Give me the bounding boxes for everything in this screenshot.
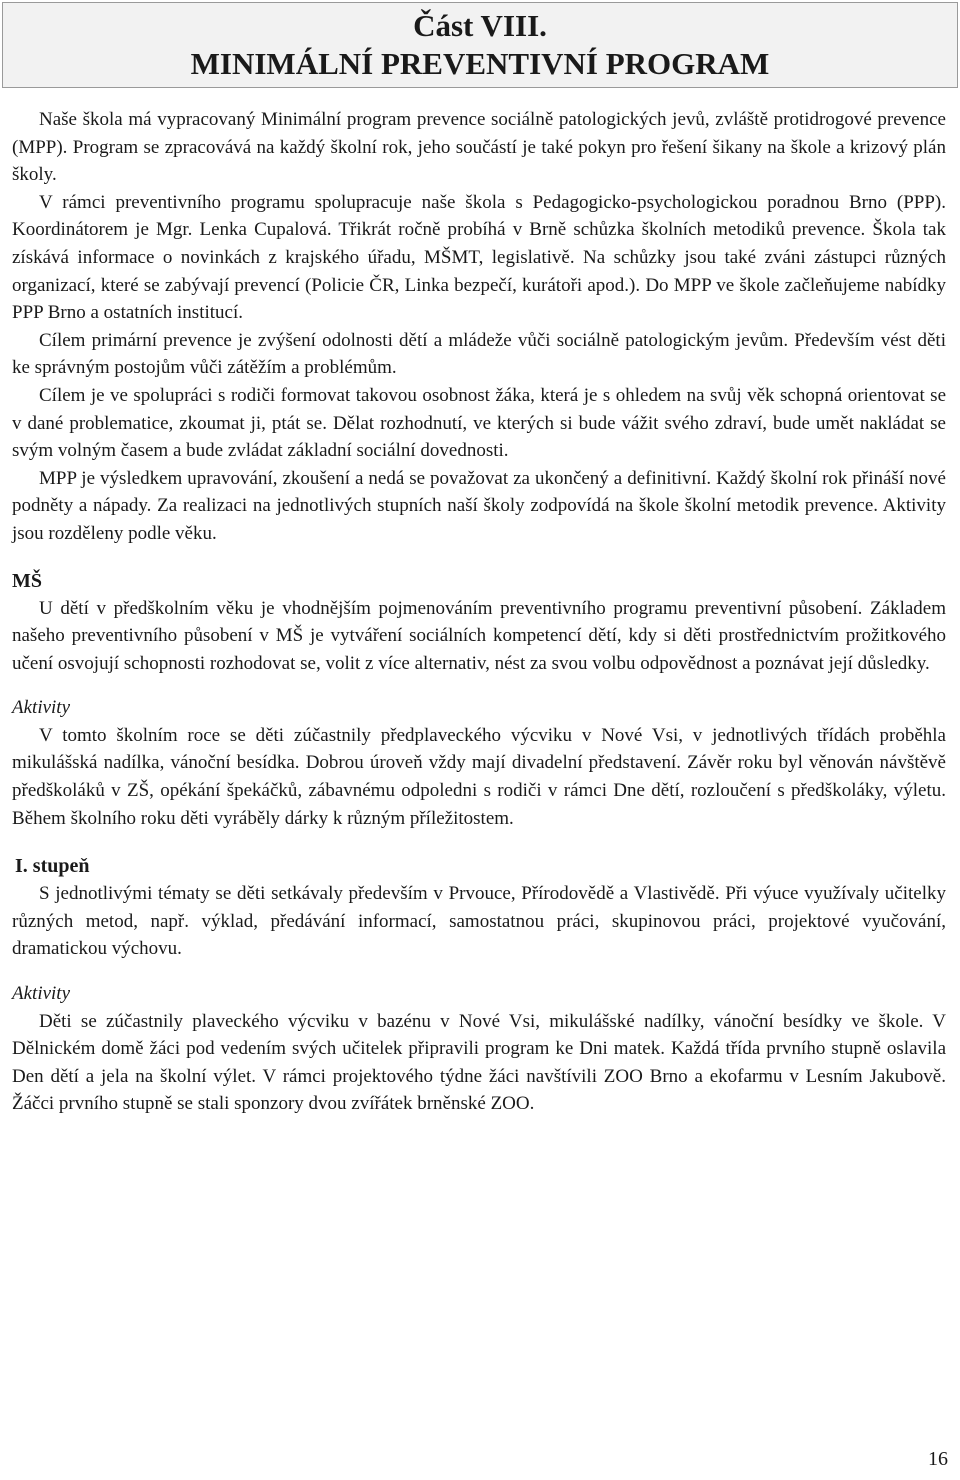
intro-paragraph-2: V rámci preventivního programu spolupracuje naše škola s Pedagogicko-psychologickou poradnou Brno (PPP). Koordinátorem je Mgr. Lenka Cupalová. Třikrát ročně probíhá v Brně schůzka školních metodiků prevence. Škola tak získává informace o novinkách z krajského úřadu, MŠMT, legislativě. Na schůzky jsou také zváni zástupci různých organizací, které se zabývají prevencí (Policie ČR, Linka bezpečí, kurátoři apod.). Do MPP ve škole začleňujeme nabídky PPP Brno a ostatních institucí. [12, 191, 946, 324]
ms-activities-text: V tomto školním roce se děti zúčastnily předplaveckého výcviku v Nové Vsi, v jednotlivých třídách proběhla mikulášská nadílka, vánoční besídka. Dobrou úroveň vždy mají divadelní představení. Závěr roku byl věnován návštěvě předškoláků v ZŠ, opékání špekáčků, zábavnému odpoledni s rodiči v rámci Dne dětí, rozloučení s předškoláky, výletu. Během školního roku děti vyráběly dárky k různým příležitostem. [12, 724, 946, 829]
section-heading-stupen-1: I. stupeň [15, 855, 90, 878]
stupen1-paragraph: S jednotlivými tématy se děti setkávaly především v Prvouce, Přírodovědě a Vlastivědě. Při výuce využívaly učitelky různých metod, např. výklad, předávání informací, samostatnou práci, skupinovou práci, projektové vyučování, dramatickou výchovu. [12, 883, 946, 960]
chapter-title: MINIMÁLNÍ PREVENTIVNÍ PROGRAM [190, 46, 770, 81]
ms-activities-label: Aktivity [12, 697, 71, 719]
chapter-title-box [2, 2, 958, 88]
intro-paragraph-5: MPP je výsledkem upravování, zkoušení a nedá se považovat za ukončený a definitivní. Každý školní rok přináší nové podněty a nápady. Za realizaci na jednotlivých stupních naší školy zodpovídá na škole školní metodik prevence. Aktivity jsou rozděleny podle věku. [12, 467, 946, 544]
stupen1-activities-label: Aktivity [12, 983, 71, 1005]
intro-paragraph-1: Naše škola má vypracovaný Minimální program prevence sociálně patologických jevů, zvláště protidrogové prevence (MPP). Program se zpracovává na každý školní rok, jeho součástí je také pokyn pro řešení šikany na škole a krizový plán školy. [12, 109, 946, 186]
document-body [12, 106, 946, 1118]
intro-paragraph-4: Cílem je ve spolupráci s rodiči formovat takovou osobnost žáka, která je s ohledem na svůj věk schopná orientovat se v dané problematice, zkoumat ji, ptát se. Dělat rozhodnutí, ve kterých si bude vážit svého zdraví, bude umět nakládat se svým volným časem a bude zvládat základní sociální dovednosti. [12, 384, 946, 462]
stupen1-activities-text: Děti se zúčastnily plaveckého výcviku v bazénu v Nové Vsi, mikulášské nadílky, vánoční besídky ve škole. V Dělnickém domě žáci pod vedením svých učitelek připravili program ke Dni matek. Každá třída prvního stupně oslavila Den dětí a jela na školní výlet. V rámci projektového týdne žáci navštívili ZOO Brno a ekofarmu v Lesním Jakubově. Žáčci prvního stupně se stali sponzory dvou zvířátek brněnské ZOO. [12, 1010, 946, 1115]
chapter-number: Část VIII. [413, 8, 547, 43]
intro-paragraph-3: Cílem primární prevence je zvýšení odolnosti dětí a mládeže vůči sociálně patologickým jevům. Především vést děti ke správným postojům vůči zátěžím a problémům. [12, 329, 946, 379]
page-number: 16 [928, 1448, 948, 1470]
section-heading-ms: MŠ [12, 569, 42, 592]
ms-paragraph: U dětí v předškolním věku je vhodnějším pojmenováním preventivního programu preventivní působení. Základem našeho preventivního působení v MŠ je vytváření sociálních kompetencí dětí, kdy si děti prostřednictvím prožitkového učení osvojují schopnosti rozhodovat se, volit z více alternativ, nést za svou volbu odpovědnost a poznávat její důsledky. [12, 597, 946, 674]
